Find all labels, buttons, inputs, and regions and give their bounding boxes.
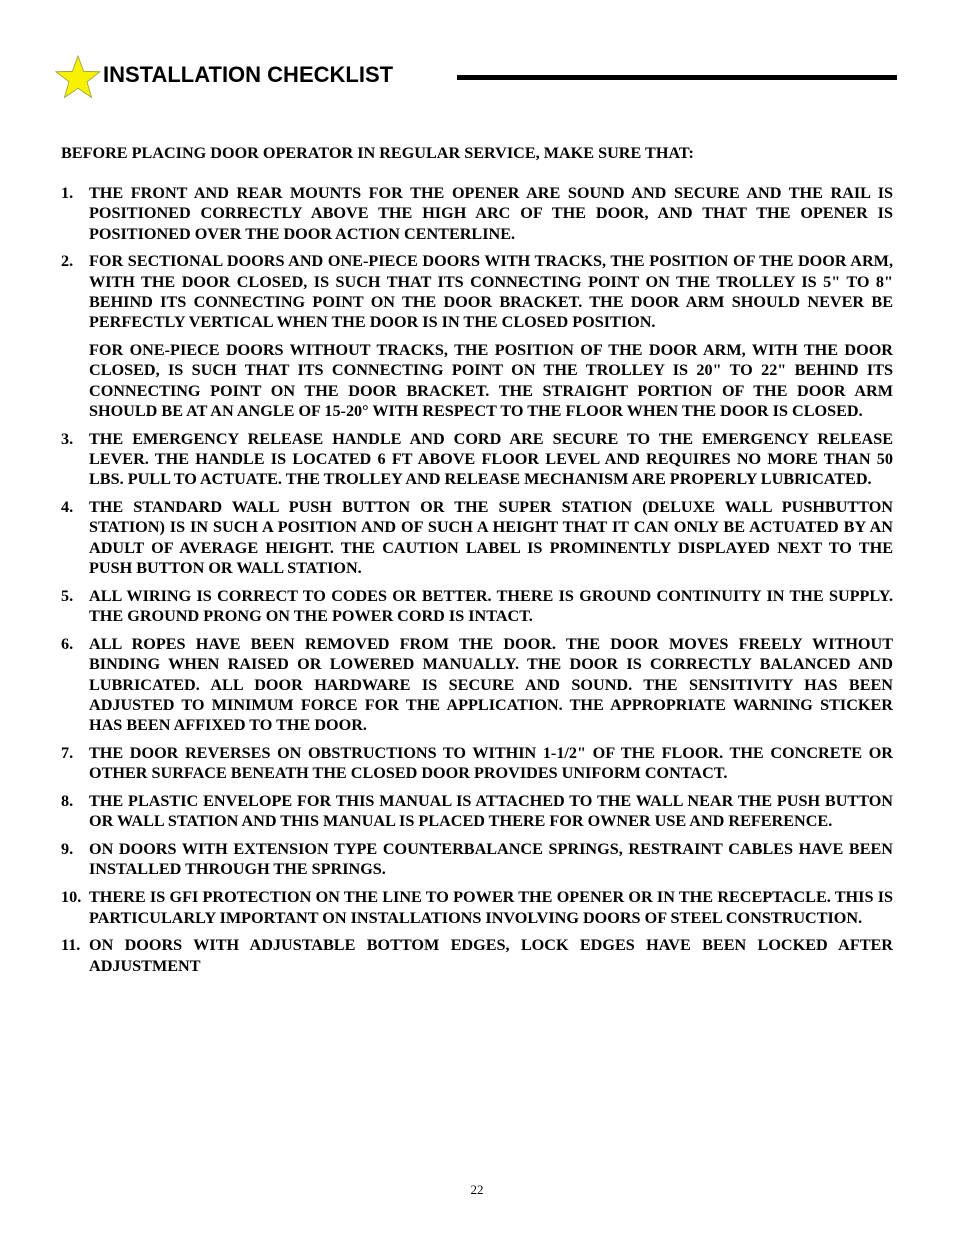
item-text: THE STANDARD WALL PUSH BUTTON OR THE SUPER STATION (DELUXE WALL PUSHBUTTON STATION) IS IN SUCH A POSITION AND OF SUCH A HEIGHT THAT IT CAN ONLY BE ACTUATED BY AN ADULT OF AVERAGE HEIGHT. THE CAUTION LABEL IS PROMINENTLY DISPLAYED NEXT TO THE PUSH BUTTON OR WALL STATION. [89,498,893,578]
item-text: THERE IS GFI PROTECTION ON THE LINE TO POWER THE OPENER OR IN THE RECEPTACLE. THIS IS PARTICULARLY IMPORTANT ON INSTALLATIONS INVOLVING DOORS OF STEEL CONSTRUCTION. [89,888,893,927]
item-text: ON DOORS WITH EXTENSION TYPE COUNTERBALANCE SPRINGS, RESTRAINT CABLES HAVE BEEN INSTALLED THROUGH THE SPRINGS. [89,840,893,879]
item-text: ALL ROPES HAVE BEEN REMOVED FROM THE DOOR. THE DOOR MOVES FREELY WITHOUT BINDING WHEN RAISED OR LOWERED MANUALLY. THE DOOR IS CORRECTLY BALANCED AND LUBRICATED. ALL DOOR HARDWARE IS SECURE AND SOUND. THE SENSITIVITY HAS BEEN ADJUSTED TO MINIMUM FORCE FOR THE APPLICATION. THE APPROPRIATE WARNING STICKER HAS BEEN AFFIXED TO THE DOOR. [89,634,893,735]
checklist-item [61,839,893,880]
item-subparagraph: FOR ONE-PIECE DOORS WITHOUT TRACKS, THE POSITION OF THE DOOR ARM, WITH THE DOOR CLOSED, IS SUCH THAT ITS CONNECTING POINT ON THE TROLLEY IS 20" TO 22" BEHIND ITS CONNECTING POINT ON THE DOOR BRACKET. THE STRAIGHT PORTION OF THE DOOR ARM SHOULD BE AT AN ANGLE OF 15-20° WITH RESPECT TO THE FLOOR WHEN THE DOOR IS CLOSED. [89,341,893,420]
item-number: 2. [61,252,74,271]
item-number: 9. [61,840,74,859]
star-icon [55,55,101,99]
item-text: THE FRONT AND REAR MOUNTS FOR THE OPENER ARE SOUND AND SECURE AND THE RAIL IS POSITIONED CORRECTLY ABOVE THE HIGH ARC OF THE DOOR, AND THAT THE OPENER IS POSITIONED OVER THE DOOR ACTION CENTERLINE. [89,184,893,243]
checklist-item [61,935,893,976]
item-text: ON DOORS WITH ADJUSTABLE BOTTOM EDGES, LOCK EDGES HAVE BEEN LOCKED AFTER ADJUSTMENT [89,936,893,975]
checklist-item [61,634,893,735]
item-number: 8. [61,792,74,811]
item-number: 10. [61,888,82,907]
page-title: INSTALLATION CHECKLIST [103,62,394,87]
item-number: 3. [61,429,74,448]
item-text: FOR SECTIONAL DOORS AND ONE-PIECE DOORS WITH TRACKS, THE POSITION OF THE DOOR ARM, WITH THE DOOR CLOSED, IS SUCH THAT ITS CONNECTING POINT ON THE TROLLEY IS 5" TO 8" BEHIND ITS CONNECTING POINT ON THE DOOR BRACKET. THE DOOR ARM SHOULD NEVER BE PERFECTLY VERTICAL WHEN THE DOOR IS IN THE CLOSED POSITION. [89,252,893,332]
item-text: THE DOOR REVERSES ON OBSTRUCTIONS TO WITHIN 1-1/2" OF THE FLOOR. THE CONCRETE OR OTHER SURFACE BENEATH THE CLOSED DOOR PROVIDES UNIFORM CONTACT. [89,743,893,783]
item-text: THE PLASTIC ENVELOPE FOR THIS MANUAL IS ATTACHED TO THE WALL NEAR THE PUSH BUTTON OR WALL STATION AND THIS MANUAL IS PLACED THERE FOR OWNER USE AND REFERENCE. [89,792,893,831]
item-number: 4. [61,498,74,517]
item-number: 5. [61,586,74,605]
page-number: 22 [470,1182,484,1197]
checklist-item [61,251,893,421]
item-number: 1. [61,184,74,202]
item-number: 7. [61,743,74,762]
item-number: 11. [61,936,81,955]
checklist-item [61,497,893,578]
item-text: THE EMERGENCY RELEASE HANDLE AND CORD ARE SECURE TO THE EMERGENCY RELEASE LEVER. THE HANDLE IS LOCATED 6 FT ABOVE FLOOR LEVEL AND REQUIRES NO MORE THAN 50 LBS. PULL TO ACTUATE. THE TROLLEY AND RELEASE MECHANISM ARE PROPERLY LUBRICATED. [89,429,893,489]
checklist-item [61,743,893,784]
checklist-item [61,183,893,244]
checklist-item [61,887,893,928]
section-header [55,55,897,99]
item-number: 6. [61,634,74,653]
checklist-item [61,586,893,627]
header-rule [457,75,897,80]
checklist [61,183,893,983]
checklist-item [61,429,893,490]
item-text: ALL WIRING IS CORRECT TO CODES OR BETTER. THERE IS GROUND CONTINUITY IN THE SUPPLY. THE GROUND PRONG ON THE POWER CORD IS INTACT. [89,586,893,626]
checklist-item [61,791,893,832]
intro-text: BEFORE PLACING DOOR OPERATOR IN REGULAR SERVICE, MAKE SURE THAT: [61,144,694,162]
